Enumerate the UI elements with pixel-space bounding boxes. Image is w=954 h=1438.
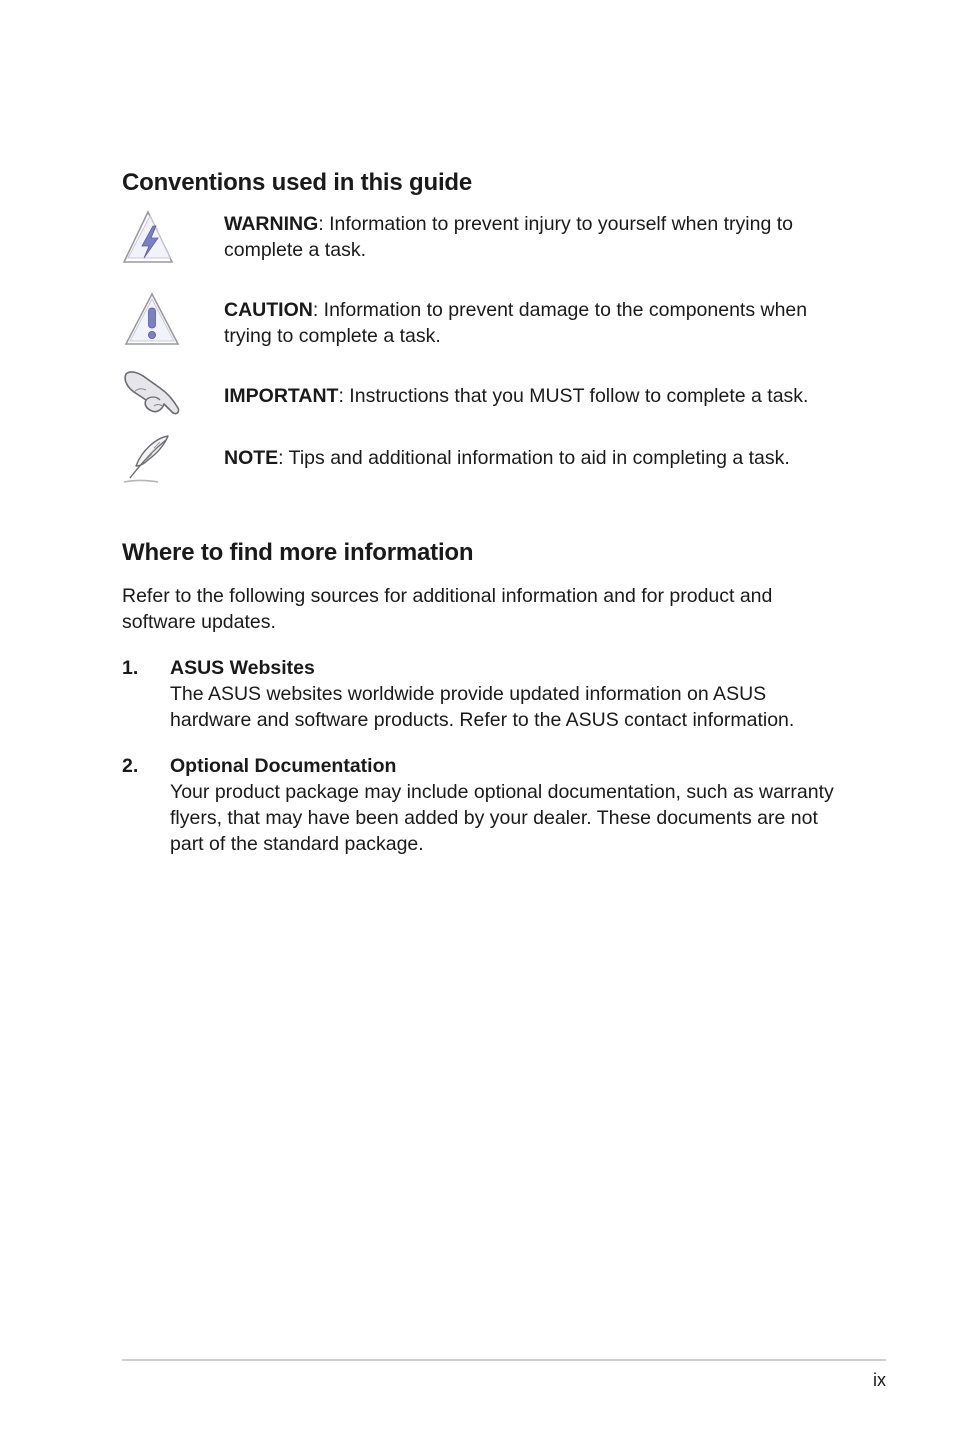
more-info-intro: Refer to the following sources for additional information and for product and software updates. <box>122 585 773 633</box>
note-label: NOTE <box>224 447 279 469</box>
footer-divider <box>122 1359 886 1361</box>
list-item-number: 2. <box>122 755 139 777</box>
list-item-heading: ASUS Websites <box>170 657 315 679</box>
list-item-text: The ASUS websites worldwide provide updated information on ASUS hardware and software products. Refer to the ASUS contact information. <box>170 683 795 731</box>
note-description <box>224 445 834 471</box>
caution-text: : Information to prevent damage to the components when trying to complete a task. <box>224 299 808 347</box>
caution-label: CAUTION <box>224 299 313 321</box>
note-text: : Tips and additional information to aid in completing a task. <box>278 447 790 469</box>
page-number: ix <box>873 1370 886 1390</box>
warning-description <box>224 211 834 263</box>
list-item-heading: Optional Documentation <box>170 755 397 777</box>
list-item-text: Your product package may include optional documentation, such as warranty flyers, that may have been added by your dealer. These documents are not part of the standard package. <box>170 781 834 855</box>
warning-text: : Information to prevent injury to yourself when trying to complete a task. <box>224 213 793 261</box>
important-label: IMPORTANT <box>224 385 339 407</box>
list-item-number: 1. <box>122 657 139 679</box>
conventions-title: Conventions used in this guide <box>122 169 473 196</box>
caution-exclamation-icon <box>120 292 184 348</box>
note-feather-icon <box>120 432 184 488</box>
warning-label: WARNING <box>224 213 319 235</box>
warning-lightning-icon <box>120 208 184 264</box>
important-hand-icon <box>120 366 184 422</box>
important-text: : Instructions that you MUST follow to complete a task. <box>338 385 809 407</box>
caution-description <box>224 297 834 349</box>
important-description <box>224 383 834 409</box>
more-info-title: Where to find more information <box>122 539 474 566</box>
